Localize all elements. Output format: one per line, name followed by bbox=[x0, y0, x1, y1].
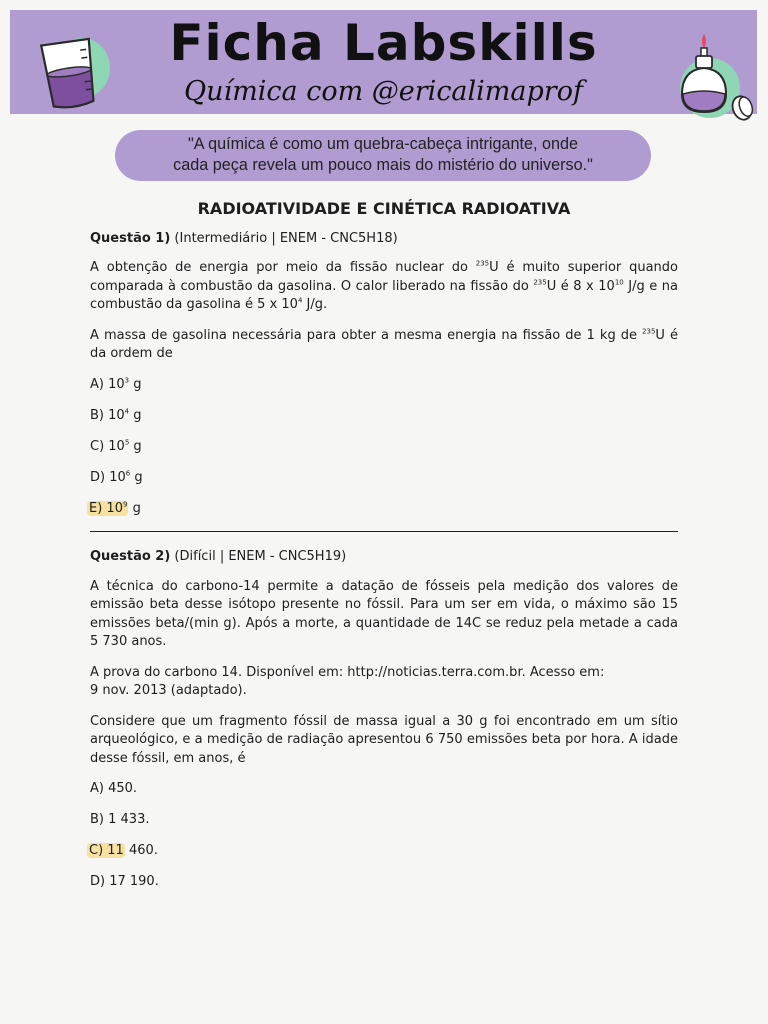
worksheet-content bbox=[90, 200, 678, 904]
question-1-label: Questão 1) bbox=[90, 230, 171, 246]
question-1-option-c: C) $10^5$ g bbox=[90, 438, 142, 454]
page-title: RADIOATIVIDADE E CINÉTICA RADIOATIVA bbox=[197, 199, 571, 218]
section-divider bbox=[90, 531, 678, 532]
answer-highlight: C) 11 bbox=[89, 843, 124, 858]
question-2-statement: A técnica do carbono-14 permite a datação de fósseis pela medição dos valores de emissão beta desse isótopo presente no fóssil. Para um ser em vida, o máximo são 15 emissões beta/(min g). Após a morte, a quantidade de 14C se reduz pela metade a cada 5 730 anos. bbox=[90, 578, 678, 649]
question-1-meta: (Intermediário | ENEM - CNC5H18) bbox=[170, 230, 398, 246]
header-title: Ficha Labskills bbox=[169, 14, 598, 72]
question-2-option-d: D) 17 190. bbox=[90, 874, 159, 889]
question-2-option-c: C) 11 460. bbox=[89, 843, 158, 858]
question-1-statement: A obtenção de energia por meio da fissão nuclear do $^{235}$U é muito superior quando comparada à combustão da gasolina. O calor liberado na fissão do $^{235}$U é 8 x $10^{10}$ J/g e na combustão da gasolina é 5 x $10^4$ J/g. bbox=[90, 259, 678, 312]
answer-highlight: E) $10^9$ bbox=[89, 500, 128, 516]
question-2-heading bbox=[90, 548, 678, 567]
question-1-option-d: D) $10^6$ g bbox=[90, 469, 143, 485]
question-1-option-a: A) $10^3$ g bbox=[90, 376, 142, 392]
question-1-option-e: E) $10^9$ g bbox=[89, 500, 141, 516]
question-1-option-b: B) $10^4$ g bbox=[90, 407, 142, 423]
question-2-option-b: B) 1 433. bbox=[90, 812, 150, 827]
quote-line-2: cada peça revela um pouco mais do mistério do universo." bbox=[173, 156, 593, 174]
quote-line-1: "A química é como um quebra-cabeça intrigante, onde bbox=[188, 135, 578, 153]
question-2-prompt: Considere que um fragmento fóssil de massa igual a 30 g foi encontrado em um sítio arqueológico, e a medição de radiação apresentou 6 750 emissões beta por hora. A idade desse fóssil, em anos, é bbox=[90, 713, 678, 766]
header-subtitle: Química com @ericalimaprof bbox=[184, 76, 583, 107]
alcohol-lamp-icon bbox=[672, 32, 762, 124]
question-2-meta: (Difícil | ENEM - CNC5H19) bbox=[170, 549, 347, 564]
question-1-prompt: A massa de gasolina necessária para obter a mesma energia na fissão de 1 kg de $^{235}$U é da ordem de bbox=[90, 327, 678, 361]
question-2-source: A prova do carbono 14. Disponível em: http://noticias.terra.com.br. Acesso em: 9 nov. 2013 (adaptado). bbox=[90, 664, 605, 698]
question-2-label: Questão 2) bbox=[90, 549, 171, 564]
question-2-option-a: A) 450. bbox=[90, 781, 138, 796]
question-1-heading bbox=[90, 230, 678, 249]
header-banner bbox=[10, 10, 757, 114]
quote-box bbox=[115, 130, 651, 181]
